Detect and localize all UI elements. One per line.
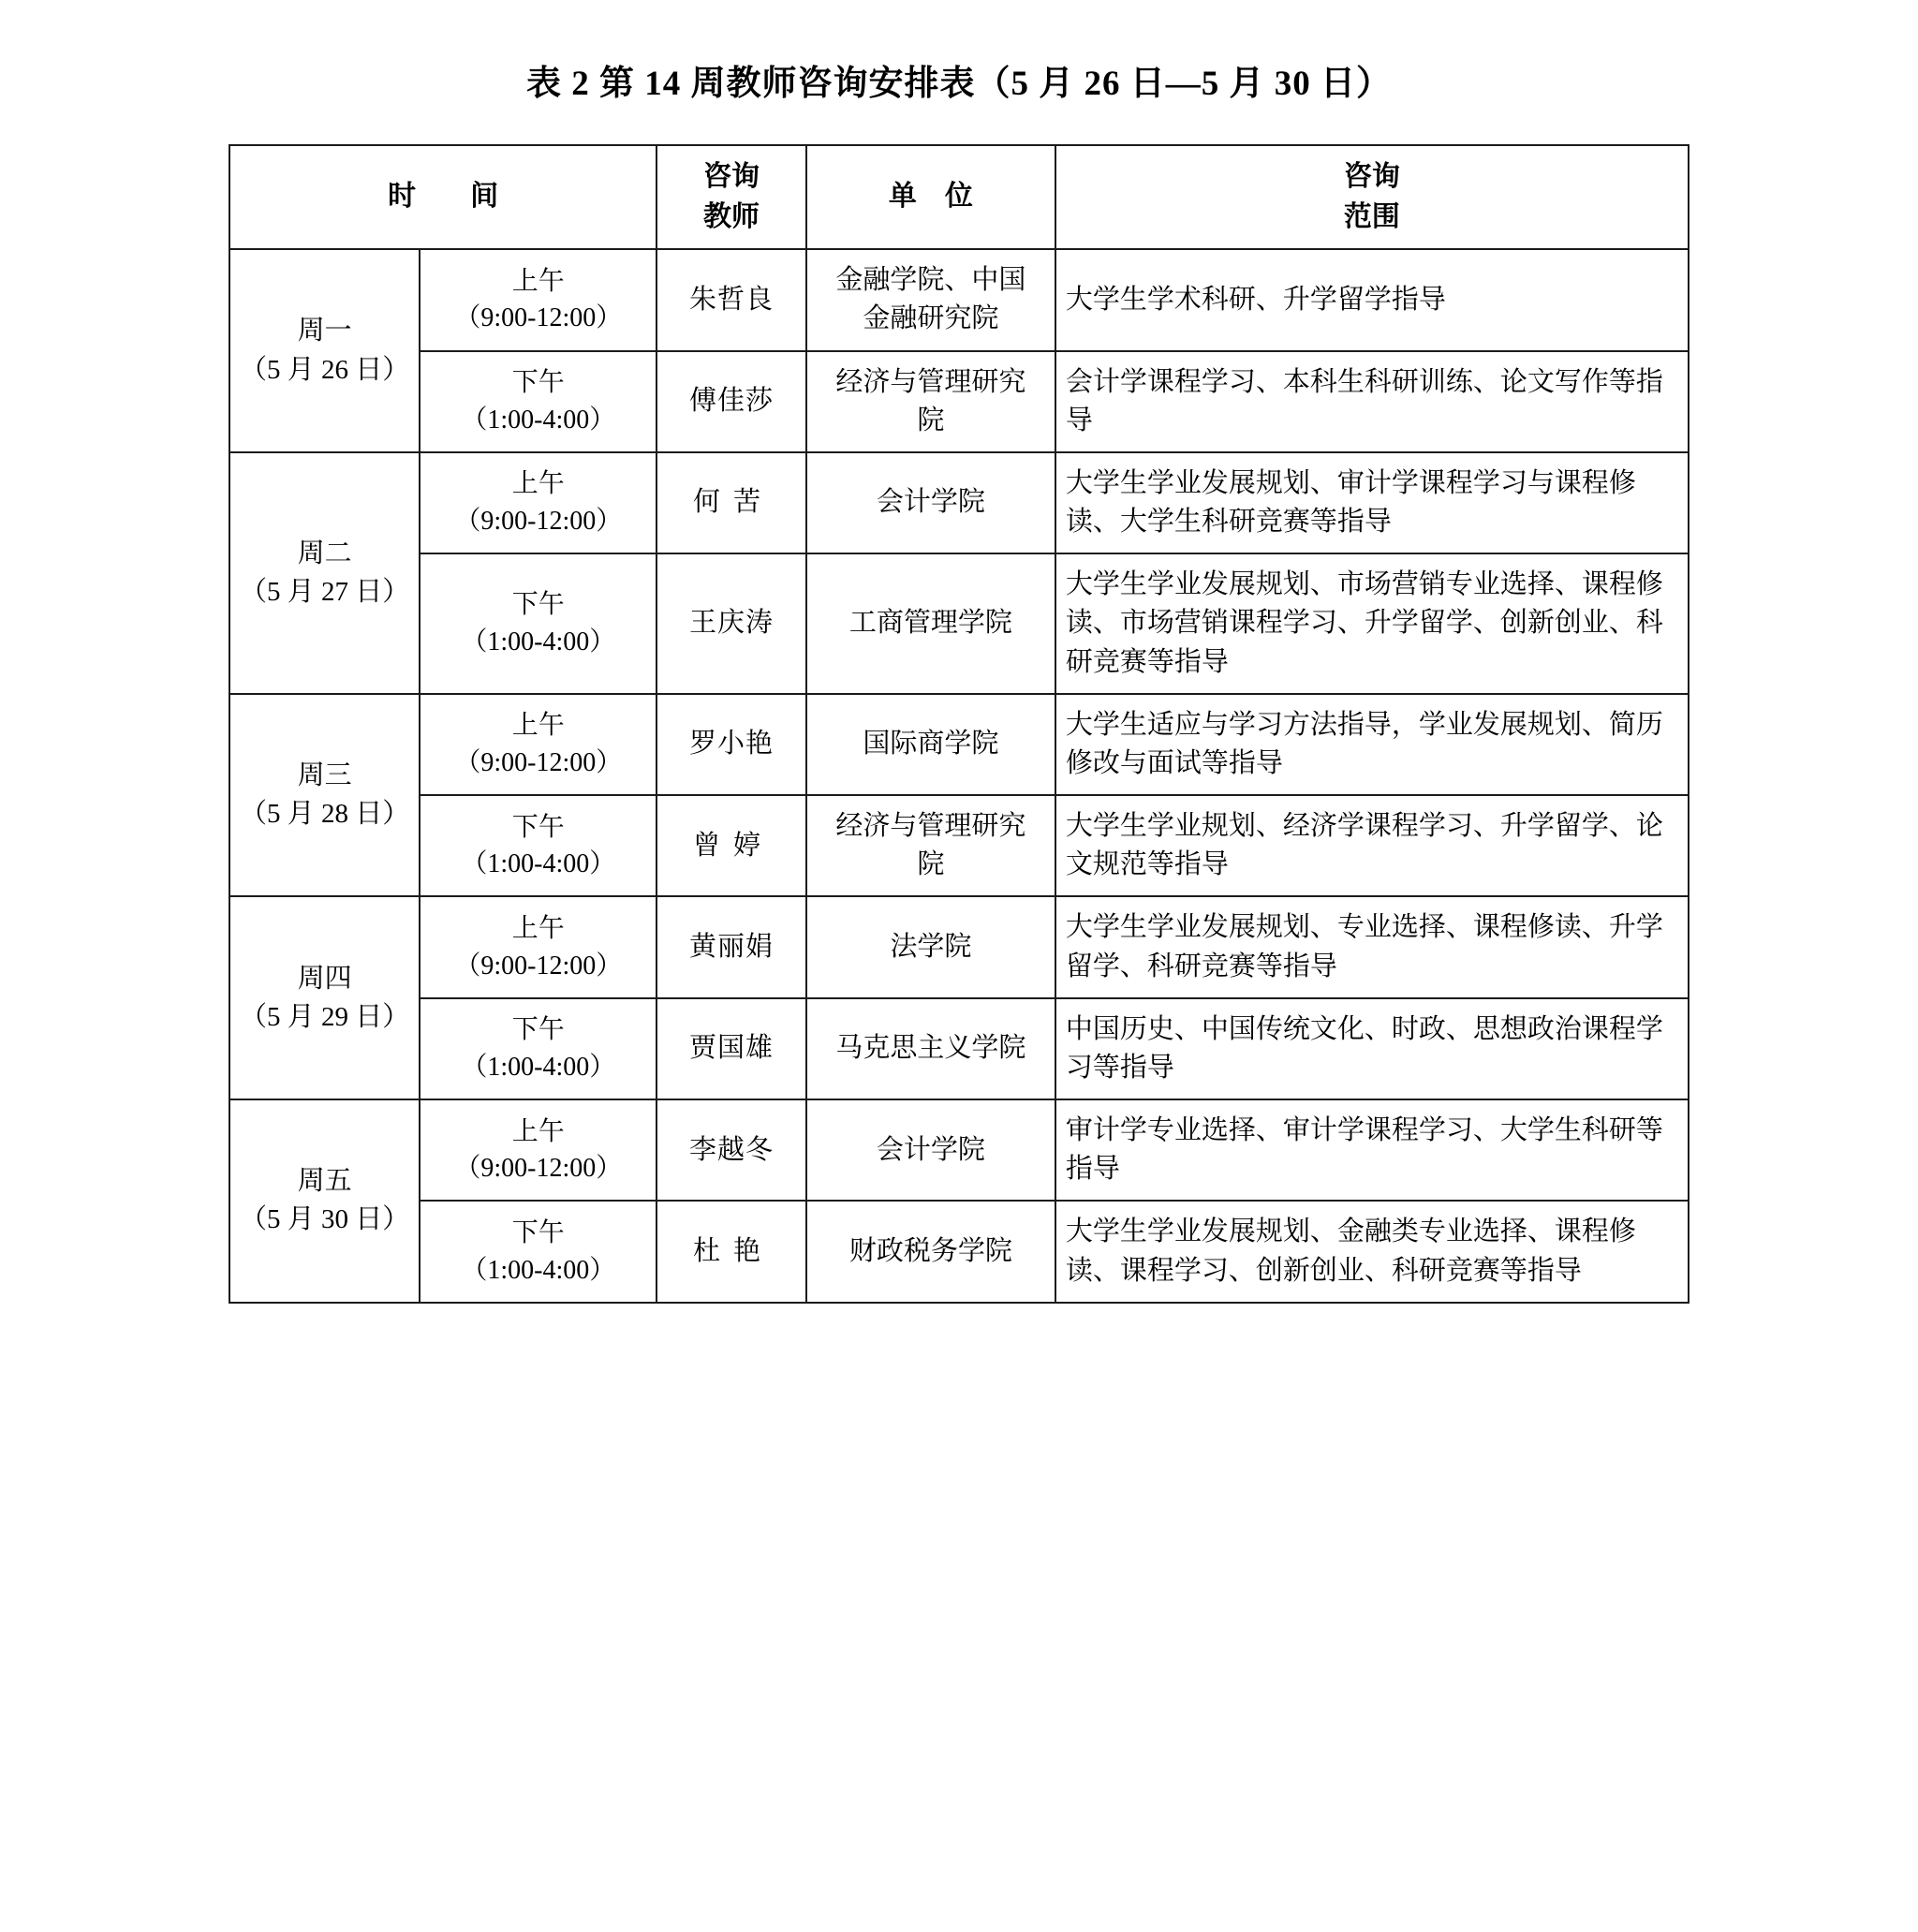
cell-unit: 马克思主义学院 <box>806 998 1055 1099</box>
cell-scope: 大学生学业发展规划、金融类专业选择、课程修读、课程学习、创新创业、科研竞赛等指导 <box>1055 1201 1689 1302</box>
day-date: （5 月 27 日） <box>240 576 410 607</box>
table-row <box>229 1099 1689 1201</box>
column-header-time <box>229 145 657 249</box>
cell-teacher: 何苦 <box>657 452 806 553</box>
day-name: 周四 <box>297 963 352 994</box>
cell-teacher: 罗小艳 <box>657 694 806 795</box>
column-header-scope <box>1055 145 1689 249</box>
period-name: 上午 <box>511 469 565 499</box>
column-header-unit <box>806 145 1055 249</box>
period-time: （1:00-4:00） <box>461 1255 616 1285</box>
cell-unit: 金融学院、中国 金融研究院 <box>806 249 1055 350</box>
period-name: 上午 <box>511 266 565 296</box>
cell-unit: 工商管理学院 <box>806 553 1055 694</box>
day-date: （5 月 29 日） <box>240 1001 410 1032</box>
teacher-consultation-schedule-table <box>229 144 1689 1304</box>
cell-unit: 法学院 <box>806 896 1055 997</box>
column-header-teacher-line1: 咨询 <box>703 161 760 192</box>
table-row <box>229 998 1689 1099</box>
period-time: （9:00-12:00） <box>454 507 623 537</box>
cell-unit: 经济与管理研究 院 <box>806 351 1055 452</box>
table-row <box>229 351 1689 452</box>
cell-scope: 大学生学术科研、升学留学指导 <box>1055 249 1689 350</box>
table-row <box>229 896 1689 997</box>
cell-unit: 国际商学院 <box>806 694 1055 795</box>
column-header-time-label: 时 间 <box>388 181 512 213</box>
period-time: （1:00-4:00） <box>461 405 616 435</box>
cell-teacher: 杜艳 <box>657 1201 806 1302</box>
cell-scope: 大学生学业发展规划、市场营销专业选择、课程修读、市场营销课程学习、升学留学、创新创业、科研竞赛等指导 <box>1055 553 1689 694</box>
period-time: （1:00-4:00） <box>461 1052 616 1082</box>
cell-scope: 会计学课程学习、本科生科研训练、论文写作等指导 <box>1055 351 1689 452</box>
period-time: （9:00-12:00） <box>454 951 623 981</box>
cell-unit: 财政税务学院 <box>806 1201 1055 1302</box>
table-header <box>229 145 1689 249</box>
period-name: 上午 <box>511 1116 565 1146</box>
day-name: 周一 <box>297 316 352 347</box>
day-date: （5 月 26 日） <box>240 354 410 385</box>
period-name: 上午 <box>511 913 565 943</box>
column-header-scope-line1: 咨询 <box>1343 161 1400 192</box>
cell-period <box>420 351 657 452</box>
cell-unit: 经济与管理研究 院 <box>806 795 1055 896</box>
cell-period <box>420 1201 657 1302</box>
column-header-teacher <box>657 145 806 249</box>
table-row <box>229 452 1689 553</box>
period-name: 下午 <box>511 367 565 397</box>
table-header-row <box>229 145 1689 249</box>
cell-unit: 会计学院 <box>806 1099 1055 1201</box>
cell-teacher: 傅佳莎 <box>657 351 806 452</box>
column-header-unit-label: 单 位 <box>888 181 973 213</box>
cell-teacher: 黄丽娟 <box>657 896 806 997</box>
day-name: 周二 <box>297 538 352 568</box>
day-date: （5 月 28 日） <box>240 799 410 830</box>
cell-scope: 大学生学业发展规划、专业选择、课程修读、升学留学、科研竞赛等指导 <box>1055 896 1689 997</box>
cell-day <box>229 249 420 452</box>
cell-day <box>229 896 420 1099</box>
day-name: 周五 <box>297 1166 352 1197</box>
table-row <box>229 553 1689 694</box>
period-name: 下午 <box>511 812 565 842</box>
table-row <box>229 694 1689 795</box>
table-body <box>229 249 1689 1303</box>
period-time: （9:00-12:00） <box>454 1154 623 1184</box>
cell-day <box>229 1099 420 1303</box>
cell-scope: 大学生适应与学习方法指导，学业发展规划、简历修改与面试等指导 <box>1055 694 1689 795</box>
cell-period <box>420 694 657 795</box>
cell-period <box>420 249 657 350</box>
cell-day <box>229 452 420 694</box>
page-title: 表 2 第 14 周教师咨询安排表（5 月 26 日—5 月 30 日） <box>526 65 1392 103</box>
period-name: 上午 <box>511 711 565 741</box>
cell-unit: 会计学院 <box>806 452 1055 553</box>
cell-scope: 大学生学业发展规划、审计学课程学习与课程修读、大学生科研竞赛等指导 <box>1055 452 1689 553</box>
column-header-scope-line2: 范围 <box>1343 200 1400 232</box>
schedule-table-container <box>229 144 1689 1304</box>
cell-period <box>420 896 657 997</box>
day-date: （5 月 30 日） <box>240 1204 410 1235</box>
cell-period <box>420 795 657 896</box>
table-row <box>229 249 1689 350</box>
cell-period <box>420 1099 657 1201</box>
cell-teacher: 曾婷 <box>657 795 806 896</box>
cell-day <box>229 694 420 897</box>
cell-teacher: 朱哲良 <box>657 249 806 350</box>
period-time: （1:00-4:00） <box>461 627 616 656</box>
cell-scope: 中国历史、中国传统文化、时政、思想政治课程学习等指导 <box>1055 998 1689 1099</box>
period-time: （9:00-12:00） <box>454 747 623 777</box>
column-header-teacher-line2: 教师 <box>703 200 760 232</box>
table-row <box>229 1201 1689 1302</box>
cell-scope: 审计学专业选择、审计学课程学习、大学生科研等指导 <box>1055 1099 1689 1201</box>
cell-period <box>420 553 657 694</box>
cell-period <box>420 998 657 1099</box>
cell-teacher: 王庆涛 <box>657 553 806 694</box>
cell-teacher: 李越冬 <box>657 1099 806 1201</box>
period-name: 下午 <box>511 1217 565 1247</box>
period-name: 下午 <box>511 1015 565 1045</box>
period-name: 下午 <box>511 590 565 620</box>
day-name: 周三 <box>297 760 352 790</box>
period-time: （9:00-12:00） <box>454 303 623 333</box>
table-row <box>229 795 1689 896</box>
cell-scope: 大学生学业规划、经济学课程学习、升学留学、论文规范等指导 <box>1055 795 1689 896</box>
period-time: （1:00-4:00） <box>461 849 616 879</box>
cell-period <box>420 452 657 553</box>
cell-teacher: 贾国雄 <box>657 998 806 1099</box>
